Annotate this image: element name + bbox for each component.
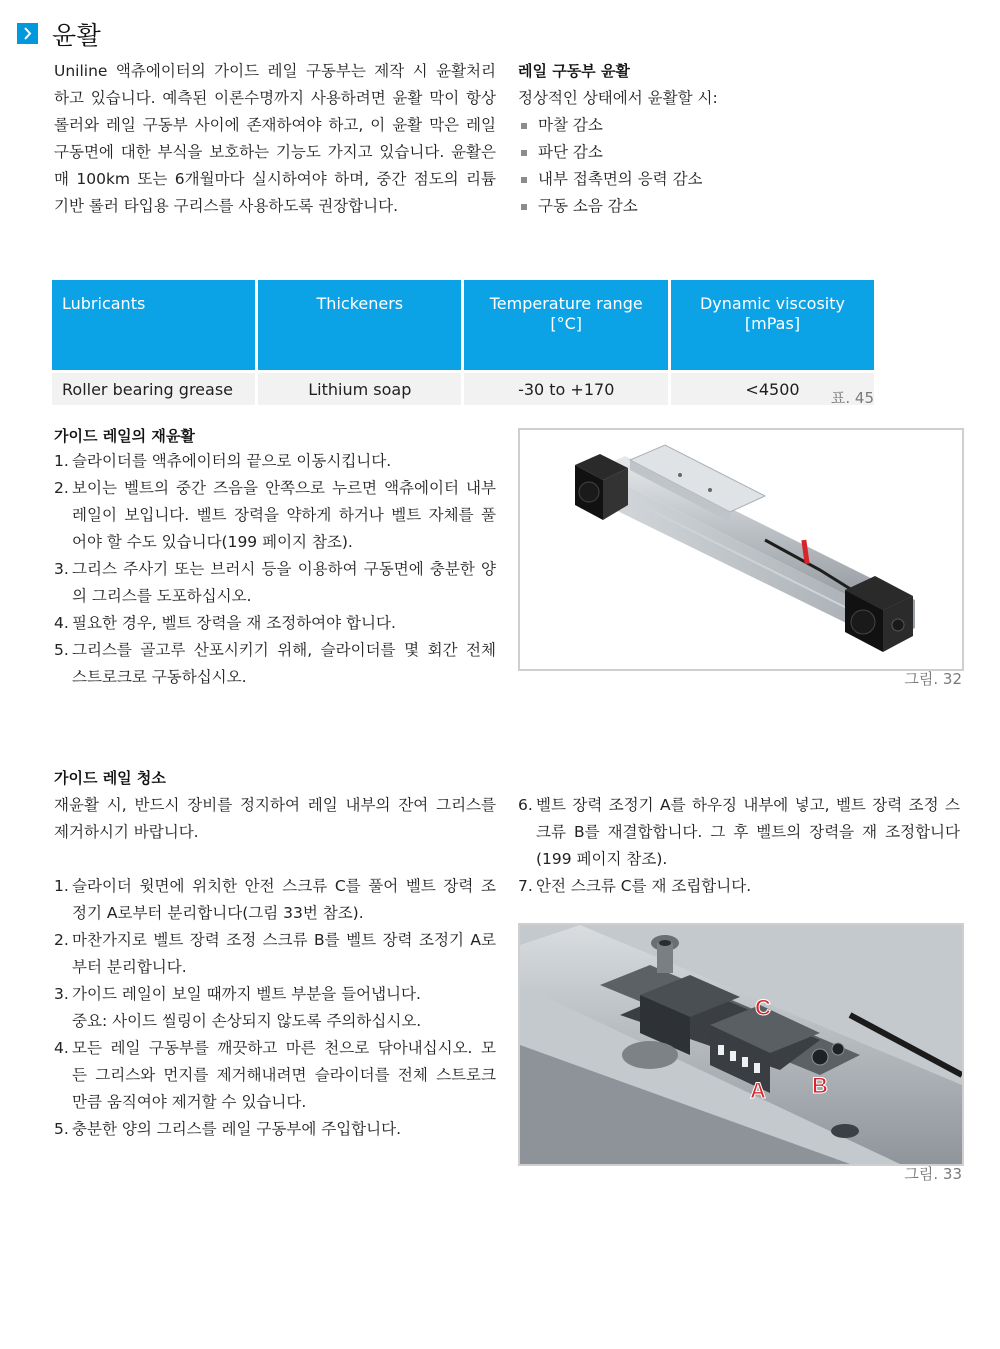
relube-list — [54, 448, 496, 691]
figure-32-caption: 그림. 32 — [904, 670, 962, 688]
list-line: 벨트 장력 조정기 A를 하우징 내부에 넣고, 벨트 장력 조정 스 — [536, 796, 960, 814]
list-number: 2. — [54, 479, 69, 497]
table-row — [52, 370, 874, 405]
relube-heading: 가이드 레일의 재윤활 — [54, 427, 195, 445]
list-number: 2. — [54, 931, 69, 949]
list-line: 부터 분리합니다. — [72, 958, 187, 976]
table-cell: Lithium soap — [258, 370, 461, 405]
list-number: 3. — [54, 560, 69, 578]
list-line: 슬라이더 윗면에 위치한 안전 스크류 C를 풀어 벨트 장력 조 — [72, 877, 496, 895]
list-line: 레일이 보입니다. 벨트 장력을 약하게 하거나 벨트 자체를 풀 — [72, 506, 496, 524]
actuator-figure — [518, 428, 964, 671]
header-text: Temperature range — [489, 294, 643, 313]
list-line: 어야 할 수도 있습니다(199 페이지 참조). — [72, 533, 353, 551]
list-number: 4. — [54, 1039, 69, 1057]
list-line: 모든 레일 구동부를 깨끗하고 마른 천으로 닦아내십시오. 모 — [72, 1039, 496, 1057]
bullet-square-icon — [521, 123, 527, 129]
intro-line: 구동면에 대한 부식을 보호하는 기능도 가지고 있습니다. 윤활은 — [54, 143, 496, 161]
bullet-text: 내부 접촉면의 응력 감소 — [538, 170, 703, 188]
list-line: 의 그리스를 도포하십시오. — [72, 587, 252, 605]
cleaning-intro-line: 재윤활 시, 반드시 장비를 정지하여 레일 내부의 잔여 그리스를 — [54, 796, 496, 814]
bullet-square-icon — [521, 204, 527, 210]
bullet-square-icon — [521, 177, 527, 183]
header-unit: [°C] — [550, 314, 583, 333]
list-line: 만큼 움직여야 제거할 수 있습니다. — [72, 1093, 307, 1111]
list-number: 7. — [518, 877, 533, 895]
list-line: 그리스를 골고루 산포시키기 위해, 슬라이더를 몇 회간 전체 — [72, 641, 496, 659]
cleaning-heading: 가이드 레일 청소 — [54, 769, 166, 787]
list-item — [54, 981, 496, 1035]
header-text: Thickeners — [316, 294, 404, 313]
label-b: B — [812, 1073, 828, 1098]
list-item — [518, 792, 960, 873]
table-header-row — [52, 280, 874, 370]
list-line: 보이는 벨트의 중간 즈음을 안쪽으로 누르면 액츄에이터 내부 — [72, 479, 496, 497]
list-line: 든 그리스와 먼지를 제거해내려면 슬라이더를 전체 스트로크 — [72, 1066, 496, 1084]
section-arrow-icon — [17, 23, 38, 44]
bullet-item — [518, 166, 958, 193]
figure-33-caption: 그림. 33 — [904, 1165, 962, 1183]
table-cell: -30 to +170 — [464, 370, 668, 405]
list-line: 스트로크로 구동하십시오. — [72, 668, 247, 686]
table-header-cell — [258, 280, 461, 370]
list-item — [54, 610, 496, 637]
list-item — [54, 637, 496, 691]
label-a: A — [750, 1078, 766, 1103]
header-text: Lubricants — [62, 294, 146, 313]
bullet-square-icon — [521, 150, 527, 156]
intro-line: 하고 있습니다. 예측된 이론수명까지 사용하려면 윤활 막이 항상 — [54, 89, 496, 107]
label-c: C — [755, 995, 771, 1020]
list-line: 안전 스크류 C를 재 조립합니다. — [536, 877, 752, 895]
list-number: 6. — [518, 796, 533, 814]
list-item — [54, 448, 496, 475]
list-line: 그리스 주사기 또는 브러시 등을 이용하여 구동면에 충분한 양 — [72, 560, 496, 578]
bullet-item — [518, 112, 958, 139]
list-item — [54, 475, 496, 556]
list-number: 4. — [54, 614, 69, 632]
list-number: 1. — [54, 877, 69, 895]
bullet-item — [518, 139, 958, 166]
bullet-text: 마찰 감소 — [538, 116, 603, 134]
intro-line: 기반 롤러 타입용 구리스를 사용하도록 권장합니다. — [54, 197, 398, 215]
bullet-item — [518, 193, 958, 220]
section-title: 윤활 — [52, 21, 102, 50]
list-number: 5. — [54, 1120, 69, 1138]
table-cell: Roller bearing grease — [52, 370, 255, 405]
rail-lube-heading: 레일 구동부 윤활 — [518, 62, 630, 80]
list-item — [518, 873, 960, 900]
list-line: 충분한 양의 그리스를 레일 구동부에 주입합니다. — [72, 1120, 402, 1138]
header-text: Dynamic viscosity — [699, 294, 845, 313]
list-item — [54, 556, 496, 610]
table-header-cell — [52, 280, 255, 370]
lubricant-table-wrap — [49, 280, 877, 405]
intro-paragraph — [54, 58, 496, 220]
rail-lube-intro: 정상적인 상태에서 윤활할 시: — [518, 89, 718, 107]
linear-actuator-illustration — [520, 430, 962, 669]
list-line: 마찬가지로 벨트 장력 조정 스크류 B를 벨트 장력 조정기 A로 — [72, 931, 496, 949]
intro-line: 롤러와 레일 구동부 사이에 존재하여야 하고, 이 윤활 막은 레일 — [54, 116, 496, 134]
table-cell: <4500 — [671, 370, 874, 405]
list-line: 필요한 경우, 벨트 장력을 재 조정하여야 합니다. — [72, 614, 396, 632]
list-item — [54, 1116, 496, 1143]
intro-line: Uniline 액츄에이터의 가이드 레일 구동부는 제작 시 윤활처리 — [54, 62, 496, 80]
lubricant-table — [49, 280, 877, 405]
bullet-text: 구동 소음 감소 — [538, 197, 638, 215]
list-line: (199 페이지 참조). — [536, 850, 668, 868]
list-number: 5. — [54, 641, 69, 659]
list-line: 슬라이더를 액츄에이터의 끝으로 이동시킵니다. — [72, 452, 392, 470]
tensioner-figure — [518, 923, 964, 1166]
table-header-cell — [671, 280, 874, 370]
cleaning-intro-line: 제거하시기 바랍니다. — [54, 823, 199, 841]
belt-tensioner-illustration — [520, 925, 962, 1164]
header-unit: [mPas] — [744, 314, 801, 333]
cleaning-intro — [54, 792, 496, 846]
intro-line: 매 100km 또는 6개월마다 실시하여야 하며, 중간 점도의 리튬 — [54, 170, 496, 188]
cleaning-list-left — [54, 873, 496, 1143]
table-header-cell — [464, 280, 668, 370]
list-line: 정기 A로부터 분리합니다(그림 33번 참조). — [72, 904, 364, 922]
list-number: 1. — [54, 452, 69, 470]
list-number: 3. — [54, 985, 69, 1003]
list-line: 크류 B를 재결합합니다. 그 후 벨트의 장력을 재 조정합니다 — [536, 823, 960, 841]
bullet-text: 파단 감소 — [538, 143, 603, 161]
list-line: 가이드 레일이 보일 때까지 벨트 부분을 들어냅니다. — [72, 985, 421, 1003]
rail-lube-block — [518, 58, 958, 220]
table-caption: 표. 45 — [830, 389, 874, 407]
list-line: 중요: 사이드 씰링이 손상되지 않도록 주의하십시오. — [72, 1012, 422, 1030]
list-item — [54, 927, 496, 981]
list-item — [54, 1035, 496, 1116]
cleaning-list-right — [518, 792, 960, 900]
list-item — [54, 873, 496, 927]
